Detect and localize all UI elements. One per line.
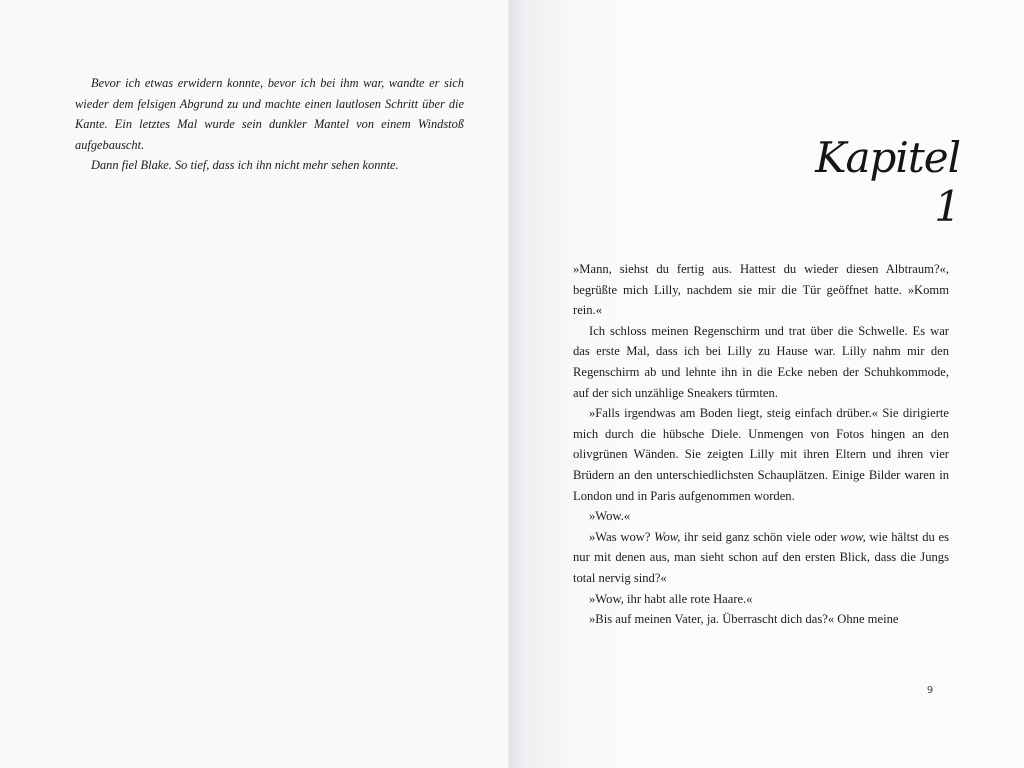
text-run: wie hältst du es nur mit denen aus, man sieht schon auf den ersten Blick, dass die Jungs total nervig sind?« (573, 529, 949, 585)
emphasis: wow, (840, 529, 866, 544)
emphasis: Wow, (654, 529, 681, 544)
paragraph: »Bis auf meinen Vater, ja. Überrascht dich das?« Ohne meine (589, 612, 899, 627)
paragraph: »Falls irgendwas am Boden liegt, steig einfach drüber.« Sie dirigierte mich durch die hübsche Diele. Unmengen von Fotos hingen an den olivgrünen Wänden. Sie zeigten Lilly mit ihren Eltern und ihren vier Brüdern an den unterschiedlichsten Schauplätzen. Einige Bilder waren in London und in Paris aufgenommen worden. (573, 406, 949, 503)
paragraph (573, 527, 949, 589)
paragraph: Dann fiel Blake. So tief, dass ich ihn nicht mehr sehen konnte. (91, 158, 399, 173)
chapter-title: Kapitel 1 (815, 133, 960, 231)
paragraph: »Wow.« (589, 509, 631, 524)
page-gutter (508, 0, 511, 768)
paragraph: »Mann, siehst du fertig aus. Hattest du wieder diesen Albtraum?«, begrüßte mich Lilly, nachdem sie mir die Tür geöffnet hatte. »Komm rein.« (573, 262, 949, 318)
paragraph: Ich schloss meinen Regenschirm und trat über die Schwelle. Es war das erste Mal, dass ich bei Lilly zu Hause war. Lilly nahm mir den Regenschirm ab und lehnte ihn in die Ecke neben der Schuhkommode, auf der sich unzählige Sneakers türmten. (573, 323, 949, 400)
text-run: ihr seid ganz schön viele oder (680, 529, 841, 544)
left-page-text (75, 73, 464, 176)
paragraph: »Wow, ihr habt alle rote Haare.« (589, 591, 753, 606)
page-number: 9 (926, 685, 934, 696)
text-run: »Was wow? (589, 529, 655, 544)
right-page-text (573, 259, 949, 630)
paragraph: Bevor ich etwas erwidern konnte, bevor ich bei ihm war, wandte er sich wieder dem felsigen Abgrund zu und machte einen lautlosen Schritt über die Kante. Ein letztes Mal wurde sein dunkler Mantel von einem Windstoß aufgebauscht. (75, 76, 464, 152)
